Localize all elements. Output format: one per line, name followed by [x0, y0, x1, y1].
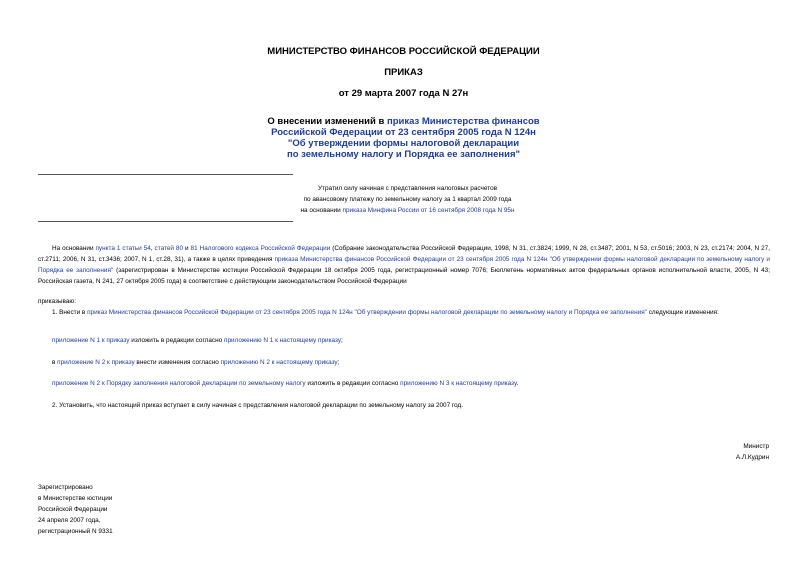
sub-item-c [52, 378, 770, 389]
doc-type-heading: ПРИКАЗ [384, 67, 423, 78]
item-2: 2. Установить, что настоящий приказ вступает в силу начиная с представления налоговой декларации по земельному налогу за 2007 год. [52, 402, 464, 409]
link-article-80[interactable]: статей 80 [154, 245, 184, 252]
link-appendix-3-this[interactable]: приложению N 3 к настоящему приказу [400, 380, 517, 387]
status-note-text: на основании [300, 207, 343, 214]
preamble-text: На основании [52, 245, 96, 252]
registration-line: Российской Федерации [38, 506, 108, 513]
status-note-link[interactable]: приказа Минфина России от 16 сентября 2008 года N 95н [342, 207, 515, 214]
registration-line: регистрационный N 9331 [38, 528, 113, 535]
item-1-text: 1. Внести в [52, 309, 88, 316]
subject-text: О внесении изменений в [267, 116, 387, 127]
signature-name: А.Л.Кудрин [735, 454, 769, 461]
item-1 [38, 307, 770, 318]
subject-link-line4[interactable]: по земельному налогу и Порядка ее заполнения" [286, 149, 521, 160]
sub-item-b [52, 357, 770, 368]
status-note-line2: по авансовому платежу по земельному налогу за 1 квартал 2009 года [303, 196, 512, 203]
subject-title [0, 116, 807, 160]
link-appendix-2-this[interactable]: приложению N 2 к настоящему приказу [220, 359, 338, 366]
preamble-text: и [183, 245, 191, 252]
date-number: от 29 марта 2007 года N 27н [338, 88, 469, 99]
divider-bottom [38, 221, 293, 222]
signature-block [736, 441, 769, 463]
subject-link[interactable]: приказ Министерства финансов [386, 116, 540, 127]
preamble-text: (зарегистрирован в Министерстве юстиции Российской Федерации 18 октября 2005 года, регистрационный номер 7076; Бюллетень нормативных актов федеральных органов исполнительной власти, 2005, N 43; Российская газета, N 241, 27 октября 2005 года) в соответствие с действующим законодательством Российской Федерации [38, 267, 771, 285]
registration-line: 24 апреля 2007 года, [38, 517, 101, 524]
preamble-text: (Собрание законодательства Российской Федерации, 1998, N 31, ст.3824; 1999, N 28, ст.3487; 2001, N 53, ст.5016; 2003, N 23, ст.2174; 2004, N 27, ст.2711; 2006, N 31, ст.3436; 2007, N 1, ст.28, 31), а также в целях приведения [38, 245, 770, 263]
link-appendix-1-order[interactable]: приложение N 1 к приказу [52, 337, 130, 344]
sub-item-text: ; [341, 337, 343, 344]
divider-top [38, 174, 293, 175]
sub-item-text: в [52, 359, 58, 366]
status-note-line1: Утратил силу начиная с представления налоговых расчетов [317, 185, 498, 192]
link-appendix-2-procedure[interactable]: приложение N 2 к Порядку заполнения налоговой декларации по земельному налогу [52, 380, 306, 387]
registration-line: Зарегистрировано [38, 484, 93, 491]
preamble-text: , [150, 245, 155, 252]
sub-item-text: изложить в редакции согласно [305, 380, 401, 387]
registration-line: в Министерстве юстиции [38, 495, 113, 502]
link-tax-code[interactable]: 81 Налогового кодекса Российской Федерации [190, 245, 331, 252]
subject-link-line3[interactable]: "Об утверждении формы налоговой декларации [287, 138, 520, 149]
link-appendix-1-this[interactable]: приложению N 1 к настоящему приказу [224, 337, 342, 344]
signature-title: Министр [743, 443, 769, 450]
link-order-124n-item1[interactable]: приказ Министерства финансов Российской Федерации от 23 сентября 2005 года N 124н "Об утверждении формы налоговой декларации по земельному налогу и Порядка ее заполнения" [87, 309, 647, 316]
link-order-124n[interactable]: приказа Министерства финансов Российской Федерации от 23 сентября 2005 года N 124н "Об утверждении формы налоговой декларации по земельному налогу и Порядка ее заполнения" [38, 256, 771, 274]
link-article-54[interactable]: пункта 1 статьи 54 [95, 245, 151, 252]
sub-item-a [52, 335, 770, 346]
link-appendix-2-order[interactable]: приложение N 2 к приказу [57, 359, 135, 366]
sub-item-text: . [516, 380, 519, 387]
ministry-heading: МИНИСТЕРСТВО ФИНАНСОВ РОССИЙСКОЙ ФЕДЕРАЦИИ [267, 46, 540, 57]
sub-item-text: ; [337, 359, 340, 366]
item-1-text: следующие изменения: [646, 309, 719, 316]
subject-link-line2[interactable]: Российской Федерации от 23 сентября 2005 года N 124н [271, 127, 536, 138]
sub-item-text: внести изменения согласно [134, 359, 221, 366]
order-word: приказываю: [38, 298, 76, 305]
status-note [240, 183, 575, 216]
registration-block [38, 482, 113, 537]
sub-item-text: изложить в редакции согласно [129, 337, 224, 344]
preamble-paragraph [38, 243, 770, 287]
